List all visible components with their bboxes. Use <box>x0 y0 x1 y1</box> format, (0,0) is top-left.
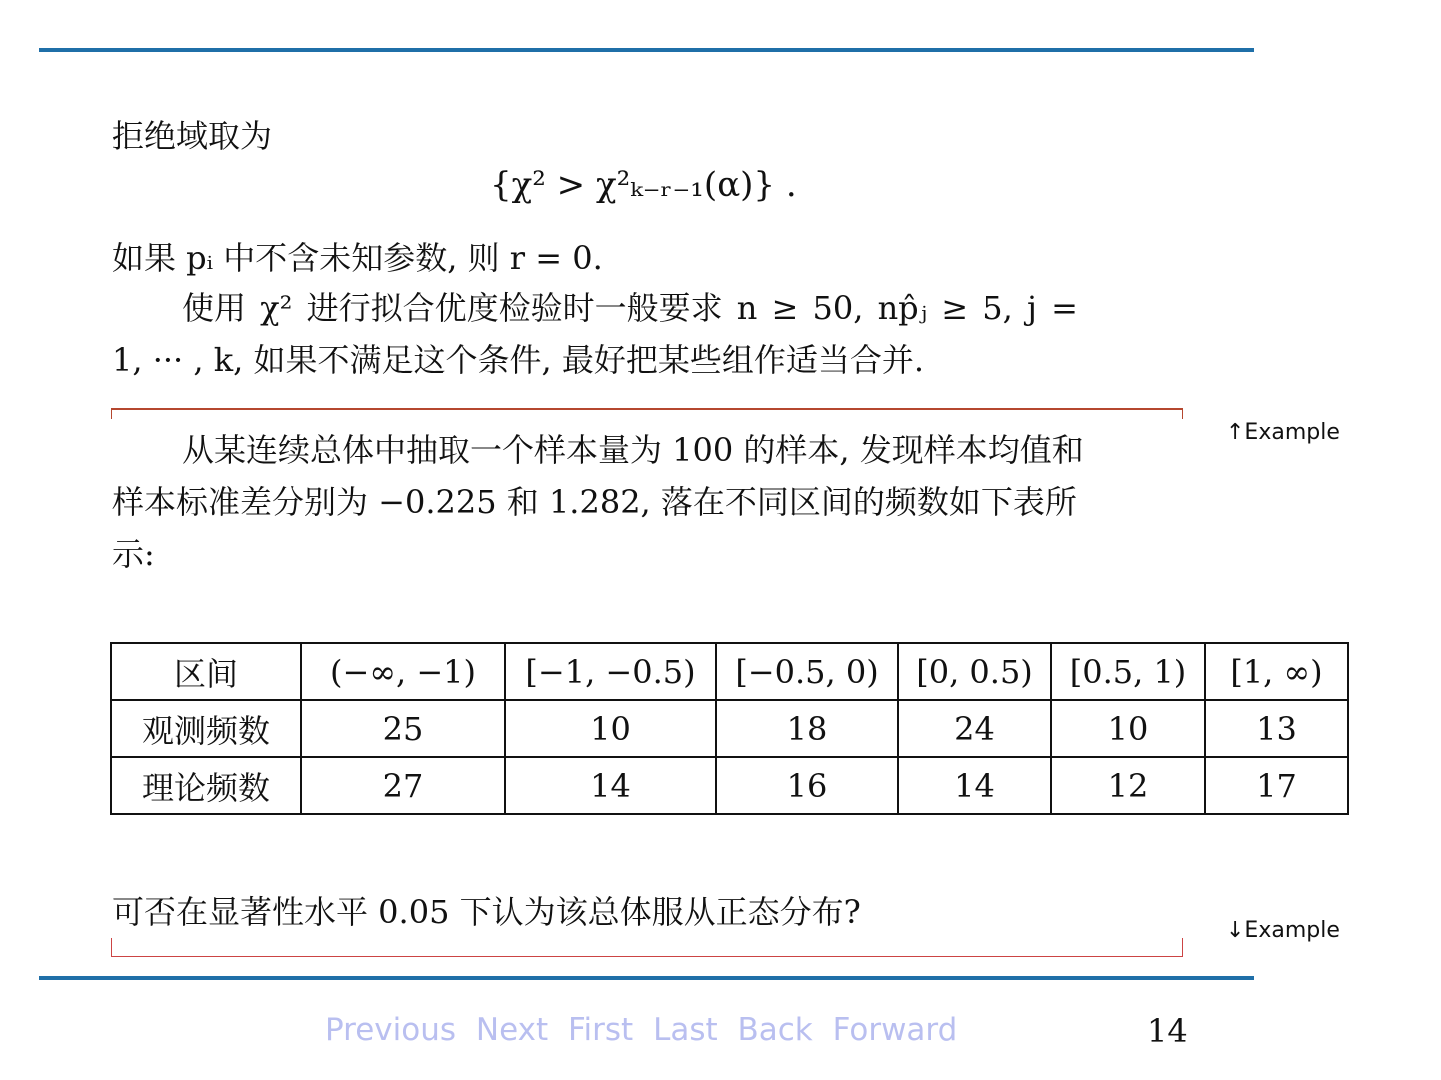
example-line-3: 示: <box>112 535 155 573</box>
table-cell: 10 <box>505 700 716 757</box>
no-param-text: 如果 pᵢ 中不含未知参数, 则 r = 0. <box>112 239 603 277</box>
table-cell: 13 <box>1205 700 1348 757</box>
table-cell: 16 <box>716 757 898 814</box>
navigation-bar <box>325 1012 967 1048</box>
top-rule <box>39 48 1254 52</box>
table-cell: 18 <box>716 700 898 757</box>
table-cell: 理论频数 <box>111 757 301 814</box>
reject-formula: {χ² > χ²ₖ₋ᵣ₋₁(α)} . <box>490 165 797 205</box>
table-cell: [0.5, 1) <box>1051 643 1205 700</box>
example-start-label: ↑Example <box>1226 420 1340 445</box>
example-end-label: ↓Example <box>1226 918 1340 943</box>
reject-region-text: 拒绝域取为 <box>112 117 273 155</box>
table-cell: 17 <box>1205 757 1348 814</box>
example-box-bottom <box>111 938 1183 957</box>
table-cell: 12 <box>1051 757 1205 814</box>
frequency-table <box>110 642 1349 815</box>
table-cell: [−1, −0.5) <box>505 643 716 700</box>
usage-line-1: 使用 χ² 进行拟合优度检验时一般要求 n ≥ 50, np̂ⱼ ≥ 5, j = <box>182 289 1078 327</box>
table-cell: 25 <box>301 700 505 757</box>
nav-forward-link[interactable]: Forward <box>832 1012 958 1048</box>
nav-first-link[interactable]: First <box>567 1012 634 1048</box>
example-box-top <box>111 408 1183 419</box>
example-question: 可否在显著性水平 0.05 下认为该总体服从正态分布? <box>112 893 861 931</box>
table-row <box>111 700 1348 757</box>
table-header-row <box>111 643 1348 700</box>
example-line-1: 从某连续总体中抽取一个样本量为 100 的样本, 发现样本均值和 <box>182 431 1084 469</box>
table-cell: (−∞, −1) <box>301 643 505 700</box>
nav-next-link[interactable]: Next <box>475 1012 549 1048</box>
table-cell: 27 <box>301 757 505 814</box>
bottom-rule <box>39 976 1254 980</box>
table-cell: 区间 <box>111 643 301 700</box>
table-row <box>111 757 1348 814</box>
page-number: 14 <box>1147 1012 1188 1050</box>
table-cell: 14 <box>898 757 1051 814</box>
usage-line-2: 1, ··· , k, 如果不满足这个条件, 最好把某些组作适当合并. <box>112 341 924 379</box>
table-cell: [1, ∞) <box>1205 643 1348 700</box>
table-cell: 10 <box>1051 700 1205 757</box>
table-cell: 观测频数 <box>111 700 301 757</box>
nav-back-link[interactable]: Back <box>737 1012 813 1048</box>
table-cell: 24 <box>898 700 1051 757</box>
table-cell: 14 <box>505 757 716 814</box>
example-line-2: 样本标准差分别为 −0.225 和 1.282, 落在不同区间的频数如下表所 <box>112 483 1077 521</box>
table-cell: [−0.5, 0) <box>716 643 898 700</box>
table-cell: [0, 0.5) <box>898 643 1051 700</box>
nav-previous-link[interactable]: Previous <box>325 1012 457 1048</box>
nav-last-link[interactable]: Last <box>653 1012 718 1048</box>
